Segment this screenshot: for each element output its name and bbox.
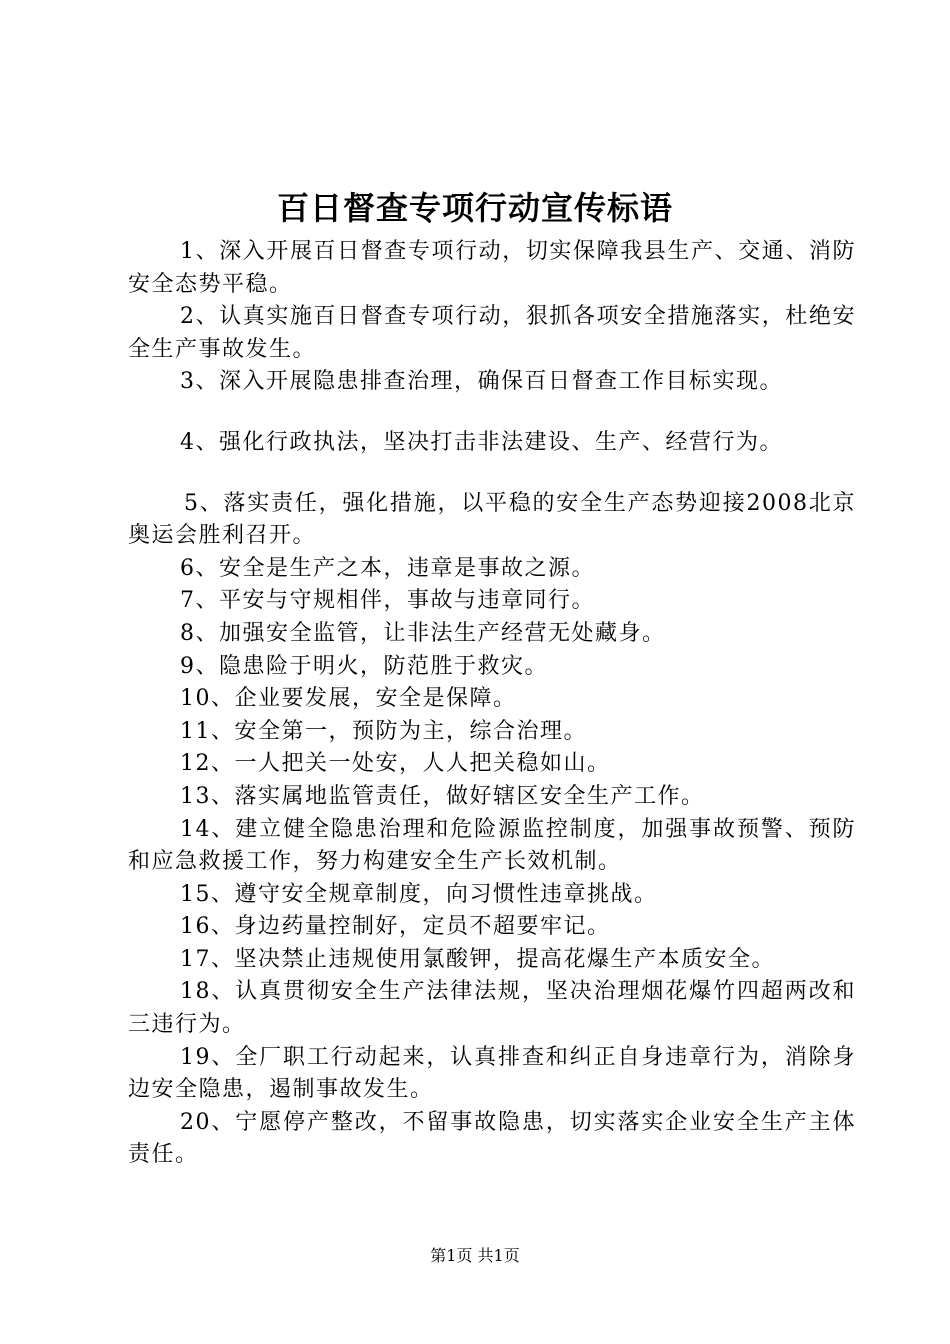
slogan-item-5: 5、落实责任，强化措施，以平稳的安全生产态势迎接2008北京奥运会胜利召开。 [128,490,856,549]
slogan-item-4: 4、强化行政执法，坚决打击非法建设、生产、经营行为。 [180,429,783,455]
slogan-item-13: 13、落实属地监管责任，做好辖区安全生产工作。 [180,783,705,809]
slogan-item-9: 9、隐患险于明火，防范胜于救灾。 [180,653,548,679]
slogan-item-17: 17、坚决禁止违规使用氯酸钾，提高花爆生产本质安全。 [180,946,775,972]
slogan-item-10: 10、企业要发展，安全是保障。 [180,686,517,712]
slogan-item-11: 11、安全第一，预防为主，综合治理。 [180,718,587,744]
slogan-item-18: 18、认真贯彻安全生产法律法规，坚决治理烟花爆竹四超两改和三违行为。 [128,979,856,1038]
slogan-item-8: 8、加强安全监管，让非法生产经营无处藏身。 [180,620,666,646]
page-number-footer: 第1页 共1页 [430,1246,520,1265]
slogan-item-15: 15、遵守安全规章制度，向习惯性违章挑战。 [180,881,658,907]
slogan-item-16: 16、身边药量控制好，定员不超要牢记。 [180,914,611,940]
slogan-item-7: 7、平安与守规相伴，事故与违章同行。 [180,588,595,614]
slogan-item-12: 12、一人把关一处安，人人把关稳如山。 [180,751,611,777]
slogan-item-3: 3、深入开展隐患排查治理，确保百日督查工作目标实现。 [180,369,783,395]
slogan-item-19: 19、全厂职工行动起来，认真排查和纠正自身违章行为，消除身边安全隐患，遏制事故发生。 [128,1044,856,1103]
slogan-item-20: 20、宁愿停产整改，不留事故隐患，切实落实企业安全生产主体责任。 [128,1109,856,1168]
page-title: 百日督查专项行动宣传标语 [276,189,673,227]
slogan-list [128,236,856,1172]
slogan-item-6: 6、安全是生产之本，违章是事故之源。 [180,555,595,581]
slogan-item-2: 2、认真实施百日督查专项行动，狠抓各项安全措施落实，杜绝安全生产事故发生。 [128,304,856,362]
slogan-item-1: 1、深入开展百日督查专项行动，切实保障我县生产、交通、消防安全态势平稳。 [128,239,856,297]
slogan-item-14: 14、建立健全隐患治理和危险源监控制度，加强事故预警、预防和应急救援工作，努力构建安全生产长效机制。 [128,816,856,875]
